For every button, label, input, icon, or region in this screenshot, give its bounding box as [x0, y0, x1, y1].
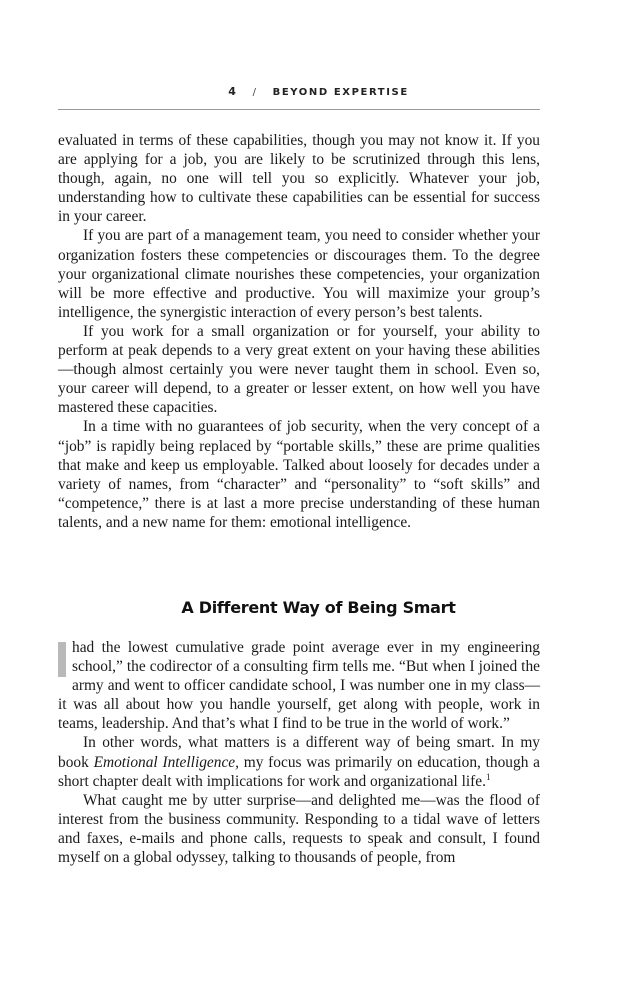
- paragraph-text-before-title: In other words, what matters is a different way of being smart. In my book: [58, 734, 540, 771]
- paragraph-surprise: What caught me by utter surprise—and delighted me—was the flood of interest from the business community. Responding to a tidal wave of letters and faxes, e-mails and phone calls, requests to speak and consult, I found myself on a global odyssey, talking to thousands of people, from: [58, 791, 540, 867]
- paragraph-job-security: In a time with no guarantees of job security, when the very concept of a “job” is rapidly being replaced by “portable skills,” these are prime qualities that make and keep us employable. Talked about loosely for decades under a variety of names, from “character” and “personality” to “soft skills” and “competence,” there is at last a more precise understanding of these human talents, and a new name for them: emotional intelligence.: [58, 418, 540, 531]
- drop-cap-i: [58, 642, 66, 677]
- opening-quote-text: had the lowest cumulative grade point average ever in my engineering school,” the codirector of a consulting firm tells me. “But when I joined the army and went to officer candidate school, I was number one in my class—it was all about how you handle yourself, get along with people, work in teams, leadership. And that’s what I find to be true in the world of work.”: [58, 639, 540, 733]
- footnote-reference: 1: [485, 771, 491, 782]
- paragraph-different-way: [58, 733, 540, 790]
- body-text-top: [58, 131, 540, 532]
- paragraph-continued: evaluated in terms of these capabilities, though you may not know it. If you are applying for a job, you are likely to be scrutinized through this lens, though, again, no one will tell you so explicitly. Whatever your job, understanding how to cultivate these capabilities can be essential for success in your career.: [58, 132, 540, 226]
- body-text-section: [58, 638, 540, 867]
- paragraph-opening-quote: [58, 638, 540, 733]
- header-rule: [58, 109, 540, 110]
- paragraph-small-organization: If you work for a small organization or for yourself, your ability to perform at peak depends to a very great extent on your having these abilities—though almost certainly you were never taught them in school. Even so, your career will depend, to a greater or lesser extent, on how well you have mastered these capacities.: [58, 322, 540, 417]
- page-number: 4: [228, 85, 238, 98]
- section-heading: A Different Way of Being Smart: [181, 598, 456, 617]
- book-title: Emotional Intelligence,: [93, 753, 239, 771]
- paragraph-management: If you are part of a management team, you need to consider whether your organization fosters these competencies or discourages them. To the degree your organizational climate nourishes these competencies, your organization will be more effective and productive. You will maximize your group’s intelligence, the synergistic interaction of every person’s best talents.: [58, 227, 540, 321]
- paragraph-text-after-title: my focus was primarily on education, though a short chapter dealt with implications for work and organizational life.: [58, 753, 540, 790]
- running-head-title: BEYOND EXPERTISE: [272, 87, 409, 98]
- running-head-separator: /: [252, 87, 258, 98]
- running-head: [0, 85, 637, 98]
